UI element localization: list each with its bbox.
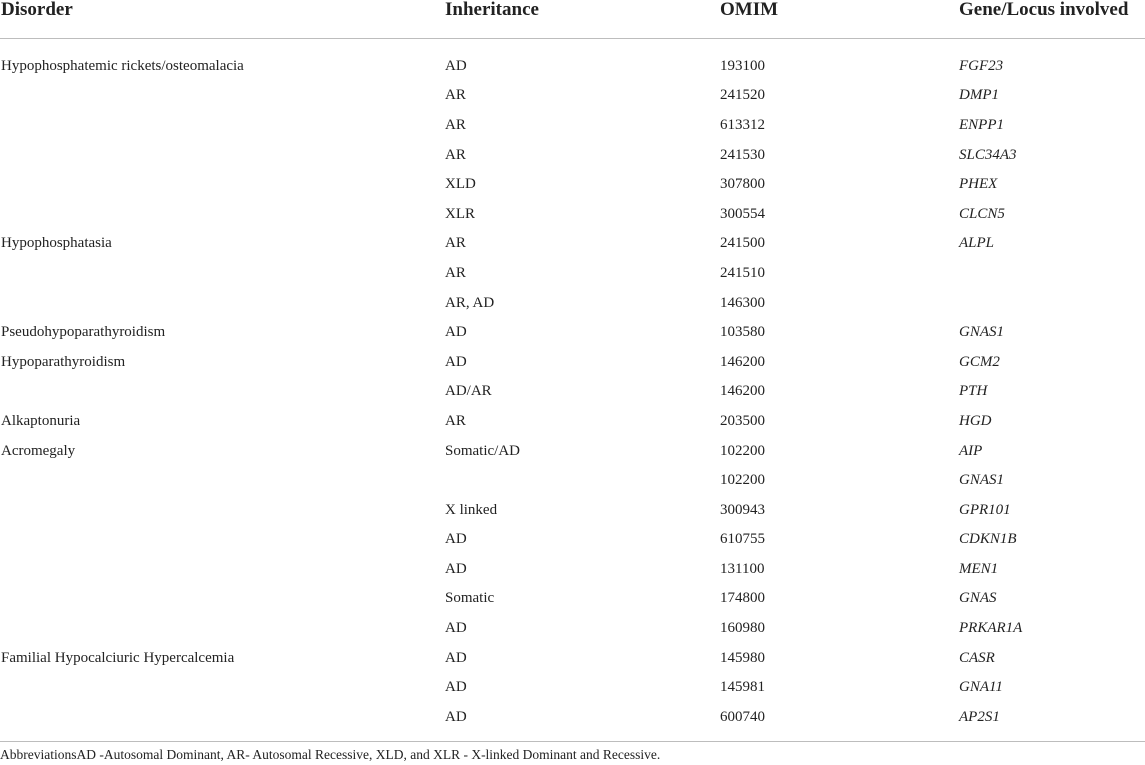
table-row: [0, 406, 1145, 436]
cell-gene: CDKN1B: [959, 531, 1017, 548]
cell-inheritance: XLR: [445, 205, 475, 222]
header-inheritance: Inheritance: [445, 0, 539, 20]
cell-inheritance: XLD: [445, 176, 476, 193]
cell-gene: SLC34A3: [959, 146, 1017, 163]
cell-omim: 241520: [720, 87, 765, 104]
cell-disorder: [0, 525, 445, 555]
cell-disorder: Acromegaly: [1, 442, 76, 459]
cell-omim: 300943: [720, 501, 765, 518]
cell-gene: GNAS1: [959, 324, 1004, 341]
cell-disorder: Hypophosphatasia: [1, 235, 112, 252]
cell-gene: GPR101: [959, 501, 1011, 518]
cell-disorder: Hypophosphatemic rickets/osteomalacia: [1, 57, 244, 74]
cell-omim: 241510: [720, 264, 765, 281]
table-row: [0, 495, 1145, 525]
table-row: [0, 554, 1145, 584]
table-row: [0, 199, 1145, 229]
table-row: [0, 643, 1145, 673]
cell-omim: 145981: [720, 679, 765, 696]
cell-disorder: [0, 199, 445, 229]
cell-inheritance: AD: [445, 560, 467, 577]
cell-inheritance: AD: [445, 353, 467, 370]
cell-omim: 145980: [720, 649, 765, 666]
cell-disorder: [0, 702, 445, 732]
cell-gene: DMP1: [959, 87, 999, 104]
table-row: [0, 288, 1145, 318]
table-row: [0, 229, 1145, 259]
table-row: [0, 39, 1145, 81]
cell-omim: 146200: [720, 353, 765, 370]
cell-gene: PHEX: [959, 176, 998, 193]
cell-omim: 203500: [720, 412, 765, 429]
cell-disorder: [0, 258, 445, 288]
table-row: [0, 81, 1145, 111]
cell-inheritance: AD: [445, 649, 467, 666]
cell-disorder: Pseudohypoparathyroidism: [1, 324, 166, 341]
cell-inheritance: AD: [445, 531, 467, 548]
cell-disorder: [0, 81, 445, 111]
cell-inheritance: Somatic: [445, 590, 495, 607]
cell-omim: 600740: [720, 708, 765, 725]
table-row: [0, 584, 1145, 614]
cell-inheritance: AD: [445, 324, 467, 341]
cell-disorder: Alkaptonuria: [1, 412, 81, 429]
cell-gene: CLCN5: [959, 205, 1005, 222]
cell-gene: FGF23: [959, 57, 1004, 74]
cell-inheritance: AD: [445, 679, 467, 696]
cell-disorder: [0, 169, 445, 199]
cell-inheritance: AD: [445, 620, 467, 637]
cell-gene: GNAS1: [959, 472, 1004, 489]
cell-inheritance: AD: [445, 708, 467, 725]
cell-gene: [959, 258, 1145, 288]
table-row: [0, 525, 1145, 555]
table-row: [0, 613, 1145, 643]
cell-omim: 102200: [720, 442, 765, 459]
cell-omim: 241530: [720, 146, 765, 163]
header-disorder: Disorder: [1, 0, 73, 20]
cell-gene: GCM2: [959, 353, 1000, 370]
cell-gene: ALPL: [959, 235, 995, 252]
cell-disorder: [0, 584, 445, 614]
cell-inheritance: AD/AR: [445, 383, 492, 400]
cell-omim: 307800: [720, 176, 765, 193]
cell-gene: MEN1: [959, 560, 999, 577]
cell-disorder: [0, 288, 445, 318]
table-footnote: AbbreviationsAD -Autosomal Dominant, AR- Autosomal Recessive, XLD, and XLR - X-linked Dominant and Recessive.: [0, 741, 1145, 763]
table-row: [0, 377, 1145, 407]
cell-inheritance: AD: [445, 57, 467, 74]
cell-inheritance: Somatic/AD: [445, 442, 520, 459]
cell-omim: 613312: [720, 116, 765, 133]
cell-inheritance: AR: [445, 116, 466, 133]
cell-omim: 193100: [720, 57, 765, 74]
table-row: [0, 465, 1145, 495]
header-gene: Gene/Locus involved: [959, 0, 1129, 20]
cell-gene: HGD: [959, 412, 992, 429]
cell-disorder: [0, 465, 445, 495]
cell-omim: 160980: [720, 620, 765, 637]
table-row: [0, 110, 1145, 140]
cell-omim: 610755: [720, 531, 765, 548]
cell-inheritance: AR: [445, 87, 466, 104]
cell-inheritance: AR: [445, 235, 466, 252]
cell-disorder: [0, 110, 445, 140]
cell-gene: AP2S1: [959, 708, 1000, 725]
cell-disorder: [0, 613, 445, 643]
cell-gene: ENPP1: [959, 116, 1004, 133]
cell-gene: [959, 288, 1145, 318]
cell-omim: 300554: [720, 205, 765, 222]
cell-inheritance: AR: [445, 264, 466, 281]
cell-inheritance: AR: [445, 146, 466, 163]
cell-omim: 174800: [720, 590, 765, 607]
cell-disorder: [0, 140, 445, 170]
cell-disorder: Familial Hypocalciuric Hypercalcemia: [1, 649, 235, 666]
cell-gene: CASR: [959, 649, 995, 666]
table-row: [0, 702, 1145, 732]
cell-omim: 131100: [720, 560, 765, 577]
cell-disorder: Hypoparathyroidism: [1, 353, 126, 370]
cell-gene: PRKAR1A: [959, 620, 1023, 637]
cell-inheritance: AR: [445, 412, 466, 429]
table-row: [0, 317, 1145, 347]
table-row: [0, 169, 1145, 199]
table-body: [0, 39, 1145, 732]
cell-disorder: [0, 377, 445, 407]
cell-omim: 146300: [720, 294, 765, 311]
cell-omim: 241500: [720, 235, 765, 252]
cell-omim: 146200: [720, 383, 765, 400]
cell-disorder: [0, 672, 445, 702]
table-row: [0, 347, 1145, 377]
cell-disorder: [0, 495, 445, 525]
cell-inheritance: [445, 465, 720, 495]
cell-inheritance: AR, AD: [445, 294, 495, 311]
cell-gene: GNAS: [959, 590, 997, 607]
cell-omim: 102200: [720, 472, 765, 489]
cell-gene: PTH: [959, 383, 988, 400]
table-header-row: [0, 0, 1145, 39]
table-row: [0, 436, 1145, 466]
header-omim: OMIM: [720, 0, 779, 20]
table-row: [0, 672, 1145, 702]
table-row: [0, 140, 1145, 170]
cell-omim: 103580: [720, 324, 765, 341]
cell-disorder: [0, 554, 445, 584]
cell-inheritance: X linked: [445, 501, 498, 518]
cell-gene: AIP: [959, 442, 983, 459]
cell-gene: GNA11: [959, 679, 1003, 696]
table-row: [0, 258, 1145, 288]
